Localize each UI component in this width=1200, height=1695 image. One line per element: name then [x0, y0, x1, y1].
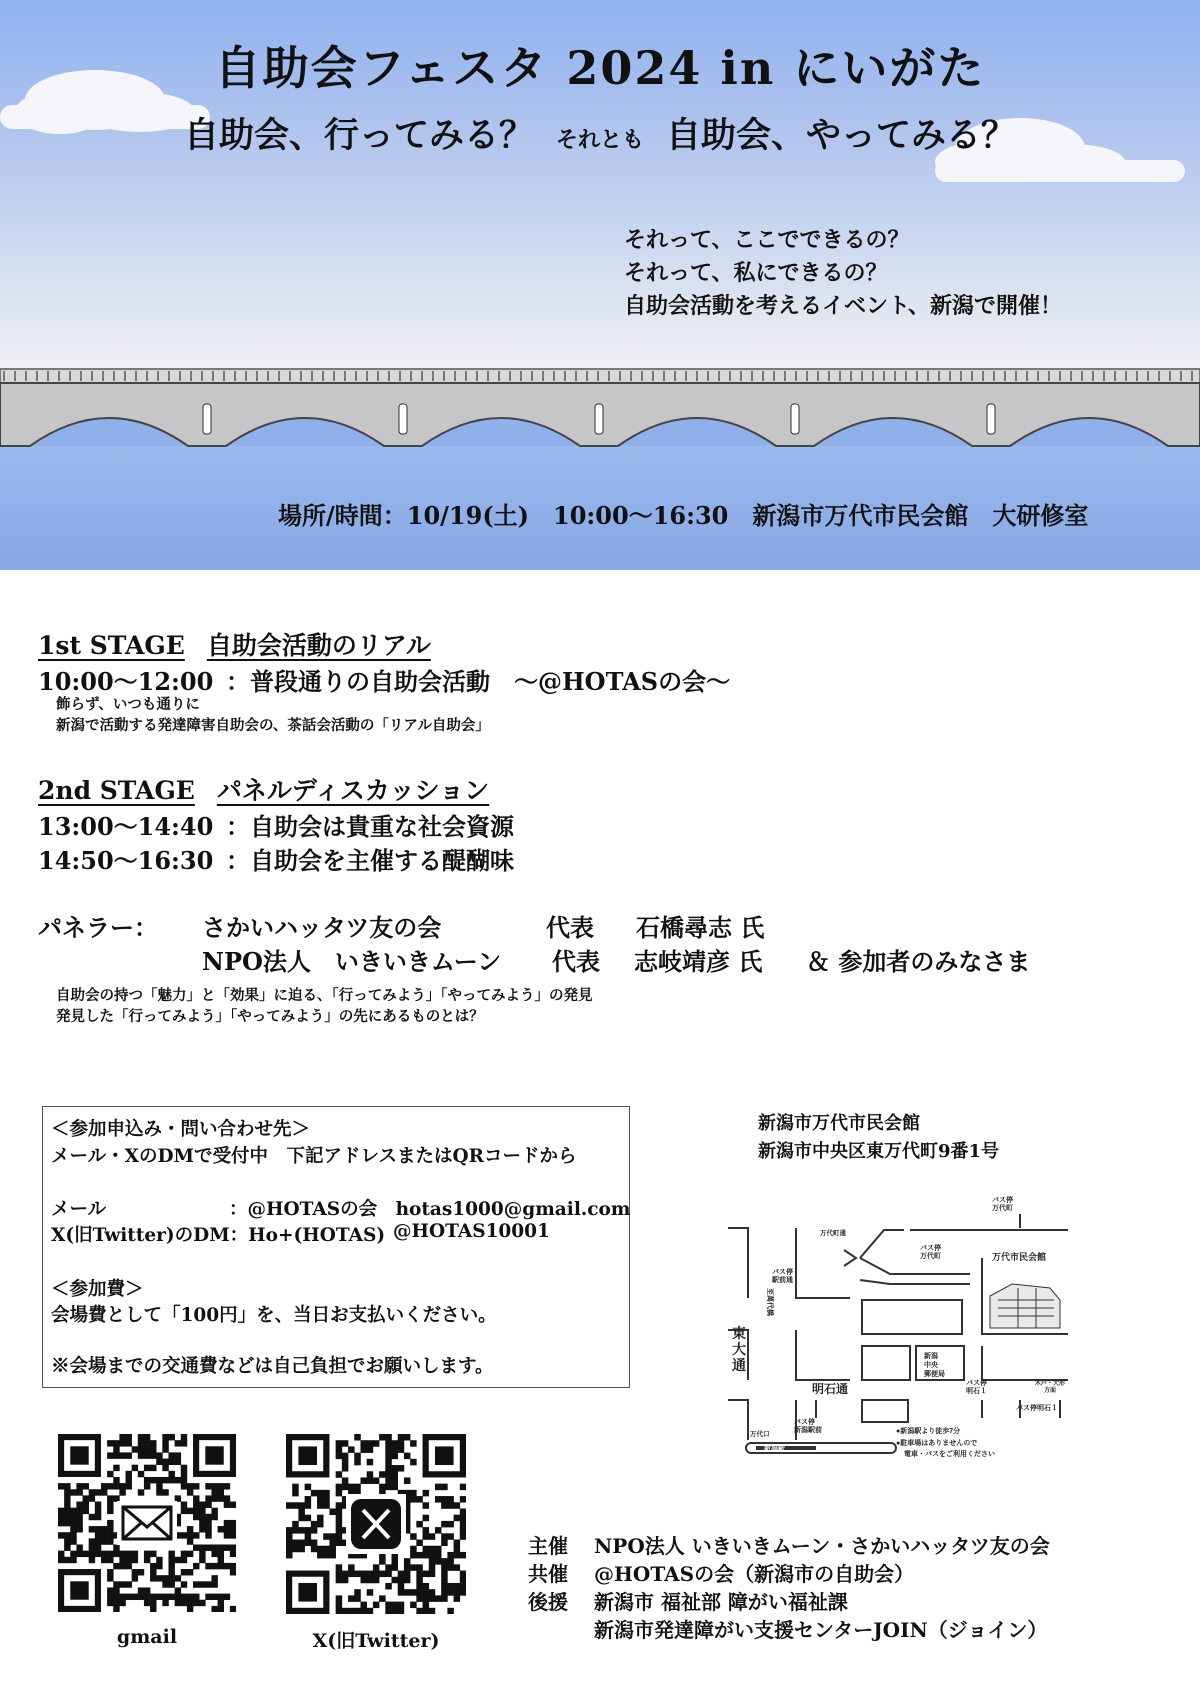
map-venue-name: 新潟市万代市民会館: [758, 1113, 920, 1134]
organizer-value: NPO法人 いきいきムーン・さかいハッタツ友の会: [594, 1534, 1050, 1558]
svg-text:バス停: バス停: [794, 1419, 815, 1426]
x-handle[interactable]: @HOTAS10001: [393, 1221, 550, 1242]
contact-box: [42, 1106, 630, 1388]
panelist-name: 石橋尋志 氏: [636, 913, 765, 942]
svg-text:バス停: バス停: [772, 1269, 793, 1276]
svg-text:通: 通: [732, 1357, 746, 1373]
svg-text:駅前通: 駅前通: [772, 1277, 793, 1284]
svg-text:●駐車場はありませんので: ●駐車場はありませんので: [896, 1440, 978, 1447]
contact-heading: ＜参加申込み・問い合わせ先＞: [51, 1119, 311, 1140]
organizer-row: [528, 1558, 914, 1587]
stage1-session: [38, 662, 730, 697]
svg-text:郵便局: 郵便局: [924, 1371, 945, 1378]
svg-text:明石１: 明石１: [966, 1388, 987, 1395]
stage1-notes: [56, 694, 490, 736]
note-line: 飾らず、いつも通りに: [56, 696, 200, 713]
stage1-title: 自助会活動のリアル: [206, 631, 431, 660]
svg-text:万代町: 万代町: [992, 1205, 1013, 1212]
session-item: ：自助会を主催する醍醐味: [226, 846, 514, 875]
svg-text:万代口: 万代口: [750, 1431, 770, 1438]
organizer-row: [528, 1614, 1047, 1643]
panelist-role: 代表: [552, 947, 600, 976]
svg-text:新潟駅: 新潟駅: [764, 1445, 785, 1452]
x-dm-label: X(旧Twitter)のDM：Ho+(HOTAS): [51, 1225, 386, 1246]
stage2-title: パネルディスカッション: [216, 776, 490, 805]
access-map: [720, 1188, 1080, 1468]
fee-text: 会場費として「100円」を、当日お支払いください。: [51, 1305, 497, 1326]
stage1-label: 1st STAGE: [38, 631, 185, 660]
svg-text:バス停: バス停: [920, 1245, 941, 1252]
envelope-icon: [123, 1507, 171, 1539]
venue-datetime: 場所/時間：10/19(土) 10:00～16:30 新潟市万代市民会館 大研修室: [278, 501, 1089, 530]
svg-text:中央: 中央: [924, 1362, 938, 1369]
bridge-lamp: [595, 404, 603, 434]
svg-text:方面: 方面: [1044, 1388, 1057, 1394]
stage2-heading: [38, 771, 489, 807]
map-address: [758, 1110, 999, 1166]
event-title: 自助会フェスタ 2024 in にいがた: [214, 41, 986, 95]
svg-text:至萬代橋: 至萬代橋: [766, 1288, 773, 1316]
organizer-row: [528, 1586, 848, 1615]
session-time: 14:50～16:30: [38, 846, 214, 875]
stage2-notes: [56, 985, 593, 1027]
hero-banner: [0, 0, 1200, 570]
svg-text:大: 大: [732, 1341, 746, 1357]
svg-text:東: 東: [732, 1325, 746, 1341]
svg-text:バス停明石１: バス停明石１: [1016, 1405, 1058, 1412]
subtitle-do: 自助会、やってみる？: [666, 115, 1017, 156]
bridge-lamp: [791, 404, 799, 434]
x-qr-label: X(旧Twitter): [312, 1630, 440, 1652]
mail-label: メール: [51, 1199, 107, 1220]
tagline-line: それって、ここでできるの？: [624, 227, 910, 253]
svg-text:電車・バスをご利用ください: 電車・バスをご利用ください: [904, 1451, 995, 1458]
stage1-heading: [38, 626, 431, 662]
session-time: 13:00～14:40: [38, 812, 214, 841]
tagline: [624, 224, 1062, 323]
organizer-key: 主催: [528, 1534, 568, 1558]
stage2-session: [38, 841, 514, 876]
organizer-key: 共催: [528, 1562, 568, 1586]
bridge-lamp: [399, 404, 407, 434]
svg-text:バス停: バス停: [992, 1197, 1013, 1204]
event-subtitle: [0, 108, 1200, 158]
session-time: 10:00～12:00: [38, 667, 214, 696]
contact-how: メール・XのDMで受付中 下記アドレスまたはQRコードから: [51, 1146, 577, 1167]
stage2-session: [38, 807, 514, 842]
svg-text:木戸・大形: 木戸・大形: [1035, 1381, 1066, 1387]
organizer-value: 新潟市発達障がい支援センターJOIN（ジョイン）: [594, 1618, 1048, 1642]
svg-text:明石通: 明石通: [812, 1382, 849, 1396]
session-item: ：普段通りの自助会活動 ～@HOTASの会～: [226, 667, 731, 696]
panelist-label: パネラー：: [38, 913, 158, 942]
note-line: 自助会の持つ「魅力」と「効果」に迫る、「行ってみよう」「やってみよう」の発見: [56, 987, 593, 1004]
tagline-line: それって、私にできるの？: [624, 260, 888, 286]
organizer-value: 新潟市 福祉部 障がい福祉課: [594, 1590, 848, 1614]
mail-value[interactable]: ：@HOTASの会 hotas1000@gmail.com: [229, 1199, 631, 1220]
panelist-role: 代表: [546, 913, 594, 942]
note-line: 発見した「行ってみよう」「やってみよう」の先にあるものとは？: [56, 1008, 484, 1025]
transport-note: ※会場までの交通費などは自己負担でお願いします。: [51, 1356, 494, 1377]
gmail-qr-label: gmail: [116, 1626, 178, 1648]
svg-text:万代市民会館: 万代市民会館: [992, 1252, 1047, 1262]
svg-text:バス停: バス停: [966, 1380, 987, 1387]
panelist-name: 志岐靖彦 氏: [634, 947, 763, 976]
bridge-lamp: [203, 404, 211, 434]
svg-text:万代町通: 万代町通: [820, 1230, 846, 1237]
organizer-key: 後援: [528, 1590, 568, 1614]
note-line: 新潟で活動する発達障害自助会の、茶話会活動の「リアル自助会」: [56, 717, 490, 734]
svg-text:●新潟駅より徒歩7分: ●新潟駅より徒歩7分: [896, 1428, 961, 1435]
fee-heading: ＜参加費＞: [51, 1279, 144, 1300]
gmail-qr-code[interactable]: [58, 1434, 236, 1612]
stage2-label: 2nd STAGE: [38, 776, 195, 805]
svg-text:新潟: 新潟: [924, 1353, 938, 1360]
panelist-extra: ＆ 参加者のみなさま: [806, 947, 1031, 976]
map-address-line: 新潟市中央区東万代町9番1号: [758, 1141, 1000, 1162]
panelist-org: NPO法人 いきいきムーン: [202, 947, 502, 976]
organizer-row: [528, 1530, 1050, 1559]
x-logo-icon: [346, 1494, 406, 1554]
x-qr-code[interactable]: [286, 1434, 466, 1614]
subtitle-go: 自助会、行ってみる？: [183, 115, 534, 156]
session-item: ：自助会は貴重な社会資源: [226, 812, 514, 841]
svg-text:万代町: 万代町: [920, 1253, 941, 1260]
bridge-lamp: [987, 404, 995, 434]
svg-text:新潟駅前: 新潟駅前: [794, 1427, 822, 1434]
subtitle-or: それとも: [555, 127, 644, 153]
panelist-org: さかいハッタツ友の会: [202, 913, 442, 942]
tagline-line: 自助会活動を考えるイベント、新潟で開催！: [624, 293, 1063, 319]
organizer-value: @HOTASの会（新潟市の自助会）: [594, 1562, 915, 1586]
